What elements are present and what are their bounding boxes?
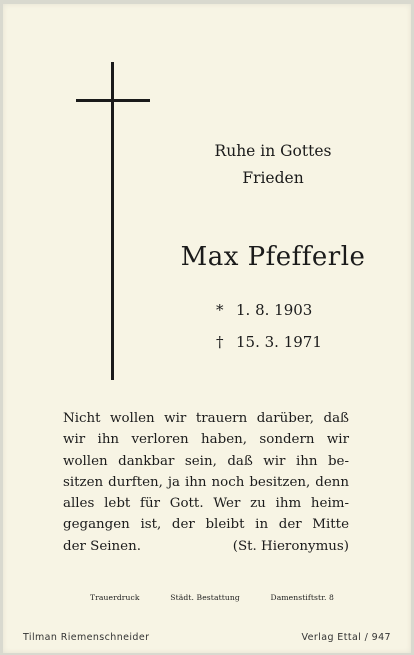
publisher-credit: Verlag Ettal / 947 — [301, 632, 391, 643]
verse-attribution: (St. Hieronymus) — [232, 538, 349, 554]
printer-imprint — [90, 593, 334, 602]
memorial-card — [3, 4, 411, 653]
verse-line: der Seinen. — [63, 538, 141, 554]
birth-date: 1. 8. 1903 — [236, 301, 313, 319]
verse-line: wir ihn verloren haben, sondern wir — [63, 432, 349, 448]
artist-credit: Tilman Riemenschneider — [23, 632, 150, 643]
verse-last-line — [63, 536, 349, 557]
memorial-verse — [63, 408, 349, 557]
motto-line-2: Frieden — [242, 169, 304, 187]
cross-icon — [111, 62, 114, 380]
motto — [173, 138, 373, 192]
printer-address: Damenstiftstr. 8 — [270, 593, 334, 602]
deceased-name: Max Pfefferle — [180, 242, 366, 272]
verse-line: wollen dankbar sein, daß wir ihn be- — [63, 453, 349, 469]
printer-company: Städt. Bestattung — [170, 593, 240, 602]
death-dagger-icon: † — [216, 333, 224, 351]
verse-line: Nicht wollen wir trauern darüber, daß — [63, 411, 349, 426]
printer-label: Trauerdruck — [90, 593, 140, 602]
motto-line-1: Ruhe in Gottes — [214, 142, 332, 160]
verse-line: sitzen durften, ja ihn noch besitzen, denn — [63, 474, 349, 490]
death-date: 15. 3. 1971 — [236, 333, 322, 351]
birth-star-icon: * — [216, 301, 224, 319]
verse-line: gegangen ist, der bleibt in der Mitte — [63, 517, 349, 533]
birth-date-row — [216, 301, 312, 319]
cross-crossbar — [76, 99, 150, 102]
verse-line: alles lebt für Gott. Wer zu ihm heim- — [63, 496, 349, 512]
death-date-row — [216, 333, 322, 351]
